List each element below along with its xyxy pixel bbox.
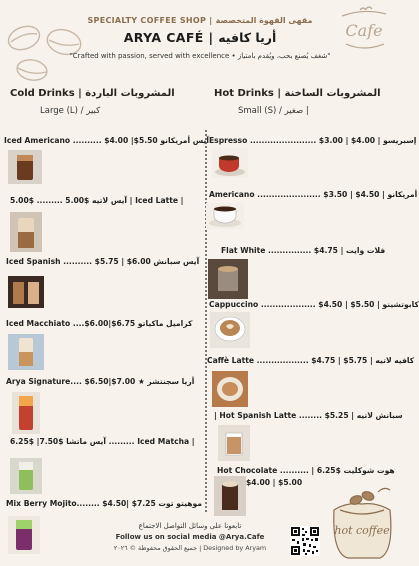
iced-matcha-image [10,458,42,494]
tagline: "Crafted with passion, served with excellence • شغف يُصنع بحب، ويُقدم بامتياز" [69,52,331,60]
menu-item-flat-white: Flat White ............... $4.75 | فلات وايت [221,246,386,255]
menu-item-cappuccino: Cappuccino ................... $4.50 | $5.50 | كابوتشينو [209,300,419,309]
hot-chocolate-prices: $4.00 | $5.00 [246,478,303,487]
hot-coffee-text: hot coffee [334,524,390,537]
hot-size-label: Small (S) / صغير | [238,106,309,116]
flat-white-image [208,259,248,299]
iced-latte-image [10,212,42,252]
espresso-image [212,148,248,178]
footer [80,521,300,554]
header [0,16,400,60]
arya-signature-image [12,392,40,434]
qr-code-icon[interactable] [290,526,320,556]
menu-item-americano: Americano ...................... $3.50 | $4.50 | أمريكانو [209,190,418,199]
cappuccino-image [210,312,250,348]
footer-arabic: تابعونا على وسائل التواصل الاجتماع [138,522,242,530]
iced-americano-image [8,150,42,184]
footer-copyright: جميع الحقوق محفوظة © ٢٠٢٦ | Designed by Aryam [113,544,267,552]
iced-macchiato-image [8,334,44,370]
menu-item-iced-spanish: Iced Spanish .......... $5.75 | $6.00 آيس سبانش [6,257,200,266]
americano-image [206,203,244,229]
menu-item-iced-matcha: آيس ماتشا $7.50| $6.25 ......... Iced Matcha | [10,437,195,446]
menu-item-espresso: Espresso ....................... $3.00 | $4.00 | إسبريسو [209,136,417,145]
menu-item-arya-signature: Arya Signature.... $6.50|$7.00 ★ أريا سجنتشر [6,377,195,386]
hot-drinks-heading: Hot Drinks | المشروبات الساخنة [214,88,381,99]
menu-item-iced-americano: Iced Americano .......... $4.00 |$5.50 آيس أمريكانو [4,136,209,145]
mix-berry-mojito-image [8,516,40,554]
caffe-latte-image [212,371,248,407]
page-title: ARYA CAFÉ | أريا كافيه [123,30,277,45]
cold-size-label: Large (L) / كبير [40,106,101,116]
hot-chocolate-image [214,476,246,516]
menu-item-iced-macchiato: Iced Macchiato ....$6.00|$6.75 كراميل ماكياتو [6,319,193,328]
footer-social-link[interactable]: Follow us on social media @Arya.Cafe [115,533,265,541]
menu-item-hot-chocolate: Hot Chocolate .......... | هوت شوكليت $6.25 [217,466,395,475]
hot-spanish-latte-image [218,425,250,461]
cold-drinks-heading: Cold Drinks | المشروبات الباردة [10,88,175,99]
hot-coffee-sack-icon [326,482,396,562]
shop-label: SPECIALTY COFFEE SHOP | مقهى القهوة المتخصصة [87,16,313,25]
menu-item-mix-berry-mojito: Mix Berry Mojito........ $4.50| $7.25 موهيتو توت [6,499,202,508]
iced-spanish-image [8,276,44,308]
menu-item-caffe-latte: Caffè Latte .................. $4.75 | $5.75 | كافيه لاتيه [207,356,415,365]
menu-item-iced-latte: آيس لاتيه $5.00 ......... $5.00 | Iced Latte | [10,196,184,205]
menu-item-hot-spanish-latte: | Hot Spanish Latte ........ $5.25 | سبانش لاتيه [214,411,403,420]
cafe-logo-text: Cafe [345,21,383,40]
column-divider [205,130,207,512]
